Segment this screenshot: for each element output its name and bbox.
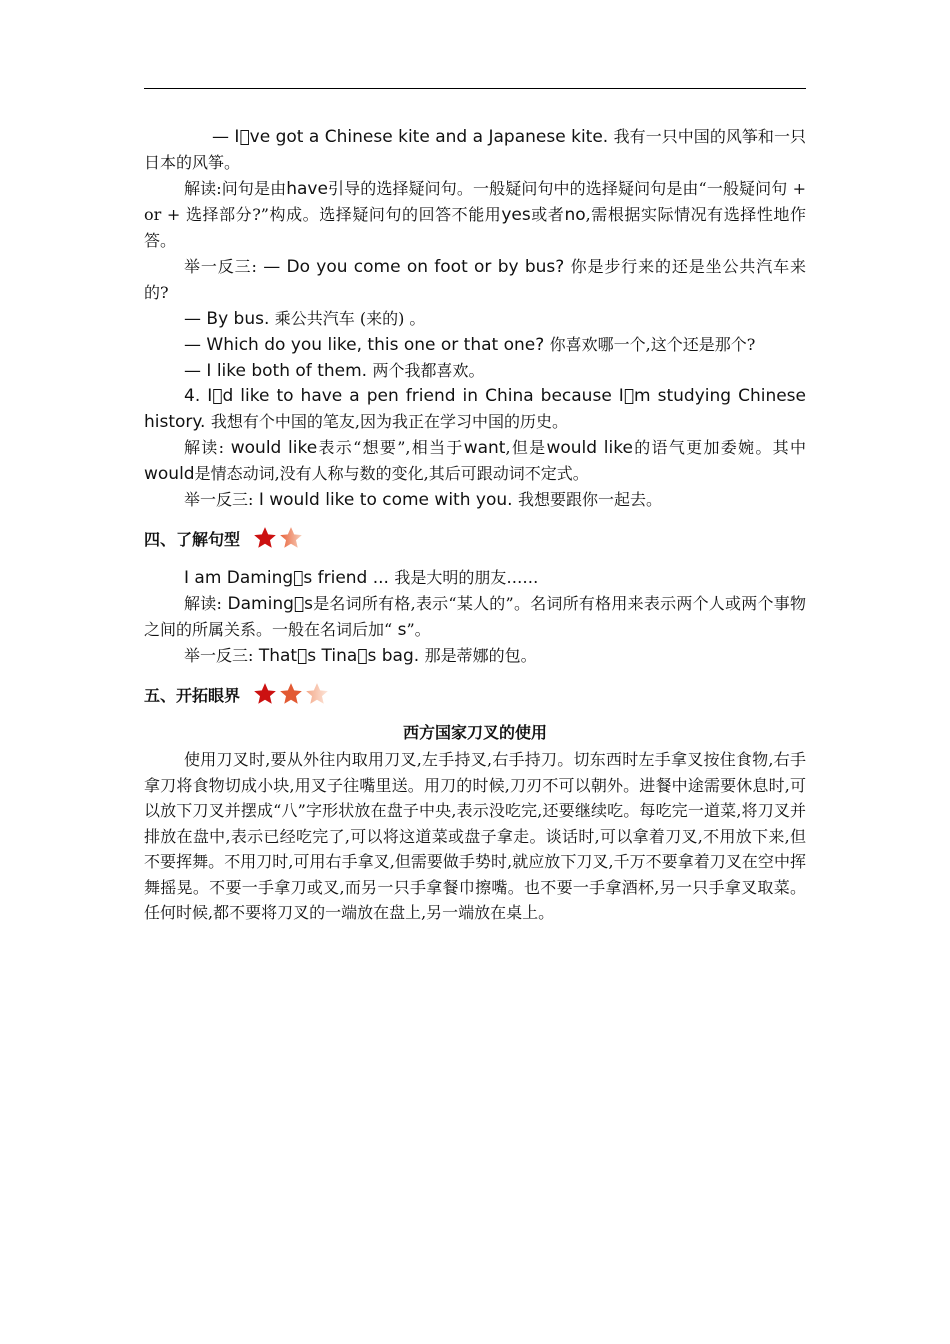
answer-zh: 我有一只中国的风筝和一只日本的风筝。 — [144, 127, 806, 172]
star-icon — [304, 681, 330, 707]
explain-label: 解读: — [184, 179, 222, 198]
sentence-pattern: I am Daming s friend ... 我是大明的朋友…… — [184, 568, 539, 588]
example-2: 举一反三: I would like to come with you. 我想要跟你一起去。 — [184, 490, 662, 510]
header-rule — [144, 88, 806, 89]
sentence-4: 4. I d like to have a pen friend in China because I m studying Chinese history. 我想有个中国的笔友,因为我正在学习中国的历史。 — [144, 386, 806, 432]
which-question: — Which do you like, this one or that one? 你喜欢哪一个,这个还是那个? — [184, 335, 756, 355]
example-1: 举一反三: — Do you come on foot or by bus? 你是步行来的还是坐公共汽车来的? — [144, 257, 806, 302]
star-icon — [278, 525, 304, 551]
star-icon — [252, 525, 278, 551]
article-body: 使用刀叉时,要从外往内取用刀叉,左手持叉,右手持刀。切东西时左手拿叉按住食物,右手拿刀将食物切成小块,用叉子往嘴里送。用刀的时候,刀刃不可以朝外。进餐中途需要休息时,可以放下刀叉并摆成“八”字形状放在盘子中央,表示没吃完,还要继续吃。每吃完一道菜,将刀叉并排放在盘中,表示已经吃完了,可以将这道菜或盘子拿走。谈话时,可以拿着刀叉,不用放下来,但不要挥舞。不用刀时,可用右手拿叉,但需要做手势时,就应放下刀叉,千万不要拿着刀叉在空中挥舞摇晃。不要一手拿刀或叉,而另一只手拿餐巾擦嘴。也不要一手拿酒杯,另一只手拿叉取菜。任何时候,都不要将刀叉的一端放在盘上,另一端放在桌上。 — [144, 750, 806, 922]
which-answer: — I like both of them. 两个我都喜欢。 — [184, 361, 485, 381]
star-icon — [278, 681, 304, 707]
answer-line — [144, 124, 806, 176]
article-title: 西方国家刀叉的使用 — [402, 723, 547, 742]
example-1-answer: — By bus. 乘公共汽车 (来的) 。 — [184, 309, 426, 329]
star-icon — [252, 681, 278, 707]
section-4-heading — [144, 523, 806, 553]
section-5-rating — [252, 681, 330, 707]
explanation-1: 解读:问句是由have引导的选择疑问句。一般疑问句中的选择疑问句是由“一般疑问句 + or + 选择部分?”构成。选择疑问句的回答不能用yes或者no,需根据实际情况有选择性地作答。 — [144, 179, 806, 250]
explanation-3: 解读: Daming s是名词所有格,表示“某人的”。名词所有格用来表示两个人或两个事物之间的所属关系。一般在名词后加“ s”。 — [144, 594, 806, 640]
section-4-rating — [252, 525, 304, 551]
section-4-title: 四、了解句型 — [144, 529, 241, 549]
page-content — [144, 124, 806, 926]
example-3: 举一反三: That s Tina s bag. 那是蒂娜的包。 — [184, 646, 537, 666]
explanation-2: 解读: would like表示“想要”,相当于want,但是would like的语气更加委婉。其中would是情态动词,没有人称与数的变化,其后可跟动词不定式。 — [144, 438, 806, 484]
section-5-heading — [144, 679, 806, 709]
article — [144, 747, 806, 926]
section-5-title: 五、开拓眼界 — [144, 685, 241, 705]
answer-en: — I ve got a Chinese kite and a Japanese kite. — [212, 127, 609, 147]
